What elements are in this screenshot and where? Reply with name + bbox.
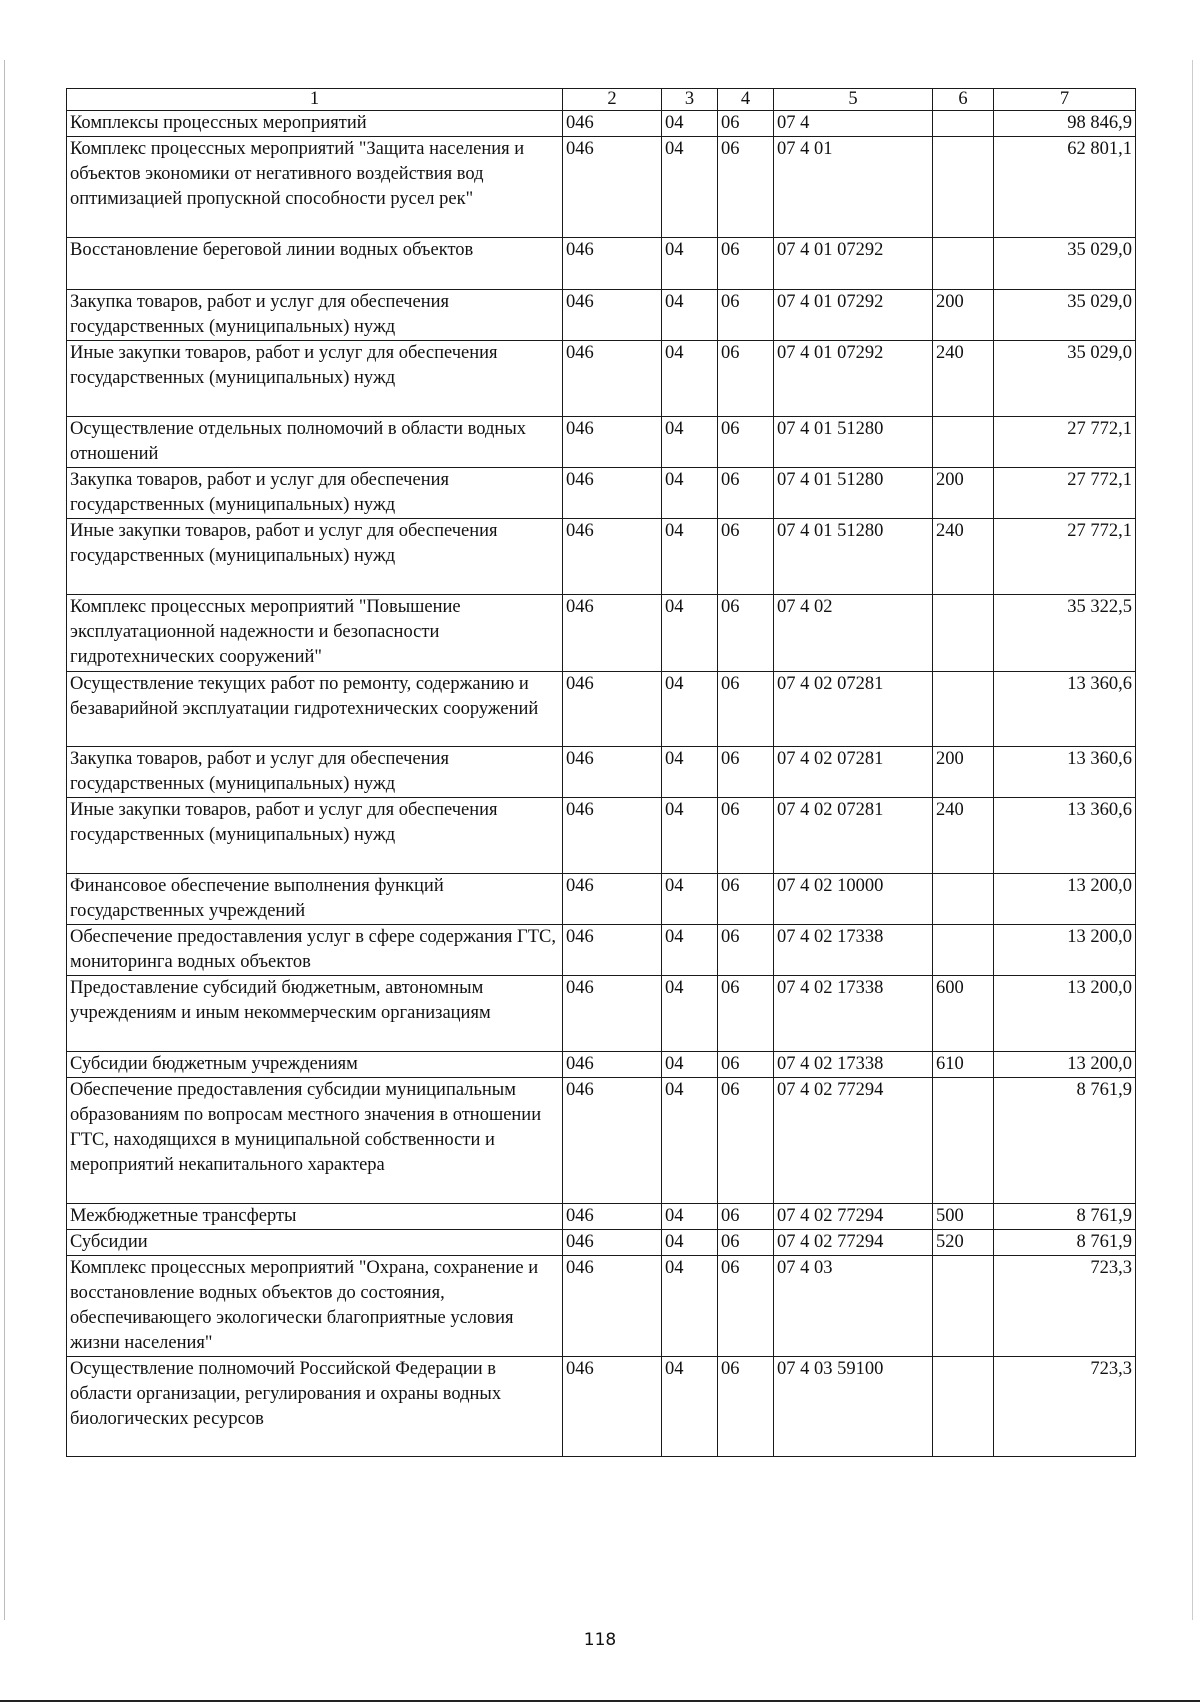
row-target-article-cell: 07 4 01 07292 <box>774 238 933 290</box>
row-section-cell: 04 <box>662 1230 718 1256</box>
page-number: 118 <box>583 1630 617 1650</box>
row-amount-cell: 62 801,1 <box>994 137 1136 238</box>
row-section-cell: 04 <box>662 1256 718 1357</box>
table-row <box>67 874 1136 925</box>
table-row <box>67 747 1136 798</box>
row-amount-cell: 35 029,0 <box>994 238 1136 290</box>
row-expense-type-cell: 600 <box>933 976 994 1052</box>
row-name-cell: Осуществление отдельных полномочий в области водных отношений <box>67 417 563 468</box>
row-code-cell: 046 <box>563 111 662 137</box>
row-target-article-cell: 07 4 03 59100 <box>774 1357 933 1457</box>
row-expense-type-cell: 240 <box>933 341 994 417</box>
row-expense-type-cell <box>933 1357 994 1457</box>
row-code-cell: 046 <box>563 1078 662 1204</box>
row-expense-type-cell <box>933 137 994 238</box>
row-name-cell: Обеспечение предоставления субсидии муниципальным образованиям по вопросам местного значения в отношении ГТС, находящихся в муниципальной собственности и мероприятий некапитального характера <box>67 1078 563 1204</box>
row-expense-type-cell: 500 <box>933 1204 994 1230</box>
row-expense-type-cell <box>933 238 994 290</box>
row-code-cell: 046 <box>563 290 662 341</box>
row-section-cell: 04 <box>662 925 718 976</box>
row-expense-type-cell: 200 <box>933 468 994 519</box>
row-subsection-cell: 06 <box>718 341 774 417</box>
row-subsection-cell: 06 <box>718 1230 774 1256</box>
row-name-cell: Субсидии бюджетным учреждениям <box>67 1052 563 1078</box>
header-cell: 1 <box>67 89 563 111</box>
row-name-cell: Субсидии <box>67 1230 563 1256</box>
row-code-cell: 046 <box>563 976 662 1052</box>
row-code-cell: 046 <box>563 874 662 925</box>
row-amount-cell: 35 029,0 <box>994 341 1136 417</box>
header-cell: 5 <box>774 89 933 111</box>
row-expense-type-cell <box>933 111 994 137</box>
row-code-cell: 046 <box>563 1357 662 1457</box>
table-row <box>67 1256 1136 1357</box>
table-row <box>67 1078 1136 1204</box>
row-section-cell: 04 <box>662 747 718 798</box>
row-amount-cell: 35 029,0 <box>994 290 1136 341</box>
row-name-cell: Финансовое обеспечение выполнения функций государственных учреждений <box>67 874 563 925</box>
row-target-article-cell: 07 4 02 10000 <box>774 874 933 925</box>
row-subsection-cell: 06 <box>718 519 774 595</box>
table-header-row <box>67 89 1136 111</box>
header-cell: 4 <box>718 89 774 111</box>
row-amount-cell: 8 761,9 <box>994 1230 1136 1256</box>
row-code-cell: 046 <box>563 417 662 468</box>
row-expense-type-cell <box>933 1256 994 1357</box>
row-section-cell: 04 <box>662 238 718 290</box>
row-amount-cell: 13 360,6 <box>994 672 1136 747</box>
row-subsection-cell: 06 <box>718 1052 774 1078</box>
row-expense-type-cell: 520 <box>933 1230 994 1256</box>
row-target-article-cell: 07 4 01 07292 <box>774 341 933 417</box>
row-code-cell: 046 <box>563 341 662 417</box>
row-code-cell: 046 <box>563 238 662 290</box>
row-section-cell: 04 <box>662 672 718 747</box>
row-code-cell: 046 <box>563 747 662 798</box>
scan-edge-bottom <box>0 1700 1200 1702</box>
table-row <box>67 417 1136 468</box>
header-cell: 2 <box>563 89 662 111</box>
row-target-article-cell: 07 4 02 77294 <box>774 1230 933 1256</box>
row-section-cell: 04 <box>662 1052 718 1078</box>
row-code-cell: 046 <box>563 1230 662 1256</box>
row-code-cell: 046 <box>563 595 662 672</box>
row-subsection-cell: 06 <box>718 672 774 747</box>
row-amount-cell: 13 200,0 <box>994 925 1136 976</box>
row-subsection-cell: 06 <box>718 1357 774 1457</box>
row-code-cell: 046 <box>563 468 662 519</box>
row-expense-type-cell <box>933 1078 994 1204</box>
table-row <box>67 925 1136 976</box>
row-target-article-cell: 07 4 02 07281 <box>774 672 933 747</box>
row-code-cell: 046 <box>563 672 662 747</box>
row-expense-type-cell: 240 <box>933 798 994 874</box>
row-code-cell: 046 <box>563 925 662 976</box>
row-name-cell: Комплекс процессных мероприятий "Повышение эксплуатационной надежности и безопасности гидротехнических сооружений" <box>67 595 563 672</box>
row-amount-cell: 723,3 <box>994 1256 1136 1357</box>
row-amount-cell: 13 200,0 <box>994 976 1136 1052</box>
row-amount-cell: 27 772,1 <box>994 519 1136 595</box>
row-amount-cell: 13 360,6 <box>994 747 1136 798</box>
row-target-article-cell: 07 4 02 17338 <box>774 925 933 976</box>
table-row <box>67 111 1136 137</box>
row-target-article-cell: 07 4 01 51280 <box>774 417 933 468</box>
row-subsection-cell: 06 <box>718 595 774 672</box>
row-target-article-cell: 07 4 02 17338 <box>774 976 933 1052</box>
row-name-cell: Предоставление субсидий бюджетным, автономным учреждениям и иным некоммерческим организациям <box>67 976 563 1052</box>
row-code-cell: 046 <box>563 1204 662 1230</box>
row-name-cell: Иные закупки товаров, работ и услуг для обеспечения государственных (муниципальных) нужд <box>67 519 563 595</box>
row-section-cell: 04 <box>662 111 718 137</box>
row-name-cell: Закупка товаров, работ и услуг для обеспечения государственных (муниципальных) нужд <box>67 290 563 341</box>
table-row <box>67 1052 1136 1078</box>
row-section-cell: 04 <box>662 341 718 417</box>
row-amount-cell: 13 200,0 <box>994 1052 1136 1078</box>
row-subsection-cell: 06 <box>718 976 774 1052</box>
table-row <box>67 798 1136 874</box>
row-target-article-cell: 07 4 02 07281 <box>774 798 933 874</box>
table-row <box>67 1204 1136 1230</box>
row-target-article-cell: 07 4 02 77294 <box>774 1078 933 1204</box>
row-section-cell: 04 <box>662 798 718 874</box>
row-section-cell: 04 <box>662 1204 718 1230</box>
row-subsection-cell: 06 <box>718 238 774 290</box>
row-name-cell: Восстановление береговой линии водных объектов <box>67 238 563 290</box>
row-amount-cell: 27 772,1 <box>994 468 1136 519</box>
table-row <box>67 238 1136 290</box>
header-cell: 7 <box>994 89 1136 111</box>
row-name-cell: Осуществление текущих работ по ремонту, содержанию и безаварийной эксплуатации гидротехнических сооружений <box>67 672 563 747</box>
row-expense-type-cell <box>933 925 994 976</box>
row-code-cell: 046 <box>563 1052 662 1078</box>
row-target-article-cell: 07 4 03 <box>774 1256 933 1357</box>
row-expense-type-cell: 200 <box>933 290 994 341</box>
row-target-article-cell: 07 4 02 77294 <box>774 1204 933 1230</box>
table-row <box>67 595 1136 672</box>
scan-edge-right <box>1192 60 1193 1620</box>
row-target-article-cell: 07 4 01 51280 <box>774 519 933 595</box>
row-amount-cell: 8 761,9 <box>994 1204 1136 1230</box>
row-name-cell: Осуществление полномочий Российской Федерации в области организации, регулирования и охраны водных биологических ресурсов <box>67 1357 563 1457</box>
row-amount-cell: 13 360,6 <box>994 798 1136 874</box>
row-subsection-cell: 06 <box>718 747 774 798</box>
row-code-cell: 046 <box>563 1256 662 1357</box>
row-section-cell: 04 <box>662 290 718 341</box>
row-amount-cell: 723,3 <box>994 1357 1136 1457</box>
row-subsection-cell: 06 <box>718 925 774 976</box>
row-target-article-cell: 07 4 01 07292 <box>774 290 933 341</box>
row-name-cell: Иные закупки товаров, работ и услуг для обеспечения государственных (муниципальных) нужд <box>67 798 563 874</box>
budget-table <box>66 88 1136 1457</box>
table-row <box>67 468 1136 519</box>
row-name-cell: Межбюджетные трансферты <box>67 1204 563 1230</box>
table-row <box>67 519 1136 595</box>
row-amount-cell: 35 322,5 <box>994 595 1136 672</box>
row-target-article-cell: 07 4 <box>774 111 933 137</box>
row-code-cell: 046 <box>563 137 662 238</box>
header-cell: 6 <box>933 89 994 111</box>
table-row <box>67 1230 1136 1256</box>
row-expense-type-cell: 200 <box>933 747 994 798</box>
row-name-cell: Комплекс процессных мероприятий "Защита населения и объектов экономики от негативного воздействия вод оптимизацией пропускной способности русел рек" <box>67 137 563 238</box>
row-expense-type-cell <box>933 595 994 672</box>
row-subsection-cell: 06 <box>718 468 774 519</box>
row-section-cell: 04 <box>662 519 718 595</box>
row-subsection-cell: 06 <box>718 137 774 238</box>
row-name-cell: Иные закупки товаров, работ и услуг для обеспечения государственных (муниципальных) нужд <box>67 341 563 417</box>
row-name-cell: Закупка товаров, работ и услуг для обеспечения государственных (муниципальных) нужд <box>67 468 563 519</box>
row-name-cell: Комплекс процессных мероприятий "Охрана, сохранение и восстановление водных объектов до состояния, обеспечивающего экологически благоприятные условия жизни населения" <box>67 1256 563 1357</box>
row-subsection-cell: 06 <box>718 874 774 925</box>
row-amount-cell: 27 772,1 <box>994 417 1136 468</box>
row-expense-type-cell <box>933 874 994 925</box>
row-expense-type-cell <box>933 672 994 747</box>
row-subsection-cell: 06 <box>718 1078 774 1204</box>
row-code-cell: 046 <box>563 519 662 595</box>
row-section-cell: 04 <box>662 595 718 672</box>
row-code-cell: 046 <box>563 798 662 874</box>
row-section-cell: 04 <box>662 1078 718 1204</box>
row-subsection-cell: 06 <box>718 111 774 137</box>
row-target-article-cell: 07 4 02 <box>774 595 933 672</box>
row-subsection-cell: 06 <box>718 798 774 874</box>
row-expense-type-cell: 610 <box>933 1052 994 1078</box>
row-target-article-cell: 07 4 02 07281 <box>774 747 933 798</box>
table-row <box>67 672 1136 747</box>
row-amount-cell: 98 846,9 <box>994 111 1136 137</box>
row-section-cell: 04 <box>662 976 718 1052</box>
row-subsection-cell: 06 <box>718 290 774 341</box>
scan-edge-left <box>4 60 5 1620</box>
row-name-cell: Закупка товаров, работ и услуг для обеспечения государственных (муниципальных) нужд <box>67 747 563 798</box>
row-subsection-cell: 06 <box>718 417 774 468</box>
table-row <box>67 290 1136 341</box>
row-section-cell: 04 <box>662 417 718 468</box>
row-subsection-cell: 06 <box>718 1204 774 1230</box>
row-subsection-cell: 06 <box>718 1256 774 1357</box>
table-row <box>67 341 1136 417</box>
row-expense-type-cell <box>933 417 994 468</box>
row-section-cell: 04 <box>662 874 718 925</box>
row-section-cell: 04 <box>662 1357 718 1457</box>
table-row <box>67 137 1136 238</box>
table-row <box>67 976 1136 1052</box>
table-row <box>67 1357 1136 1457</box>
header-cell: 3 <box>662 89 718 111</box>
row-name-cell: Комплексы процессных мероприятий <box>67 111 563 137</box>
row-section-cell: 04 <box>662 137 718 238</box>
row-section-cell: 04 <box>662 468 718 519</box>
row-target-article-cell: 07 4 01 <box>774 137 933 238</box>
row-amount-cell: 13 200,0 <box>994 874 1136 925</box>
row-name-cell: Обеспечение предоставления услуг в сфере содержания ГТС, мониторинга водных объектов <box>67 925 563 976</box>
row-amount-cell: 8 761,9 <box>994 1078 1136 1204</box>
row-expense-type-cell: 240 <box>933 519 994 595</box>
row-target-article-cell: 07 4 01 51280 <box>774 468 933 519</box>
row-target-article-cell: 07 4 02 17338 <box>774 1052 933 1078</box>
